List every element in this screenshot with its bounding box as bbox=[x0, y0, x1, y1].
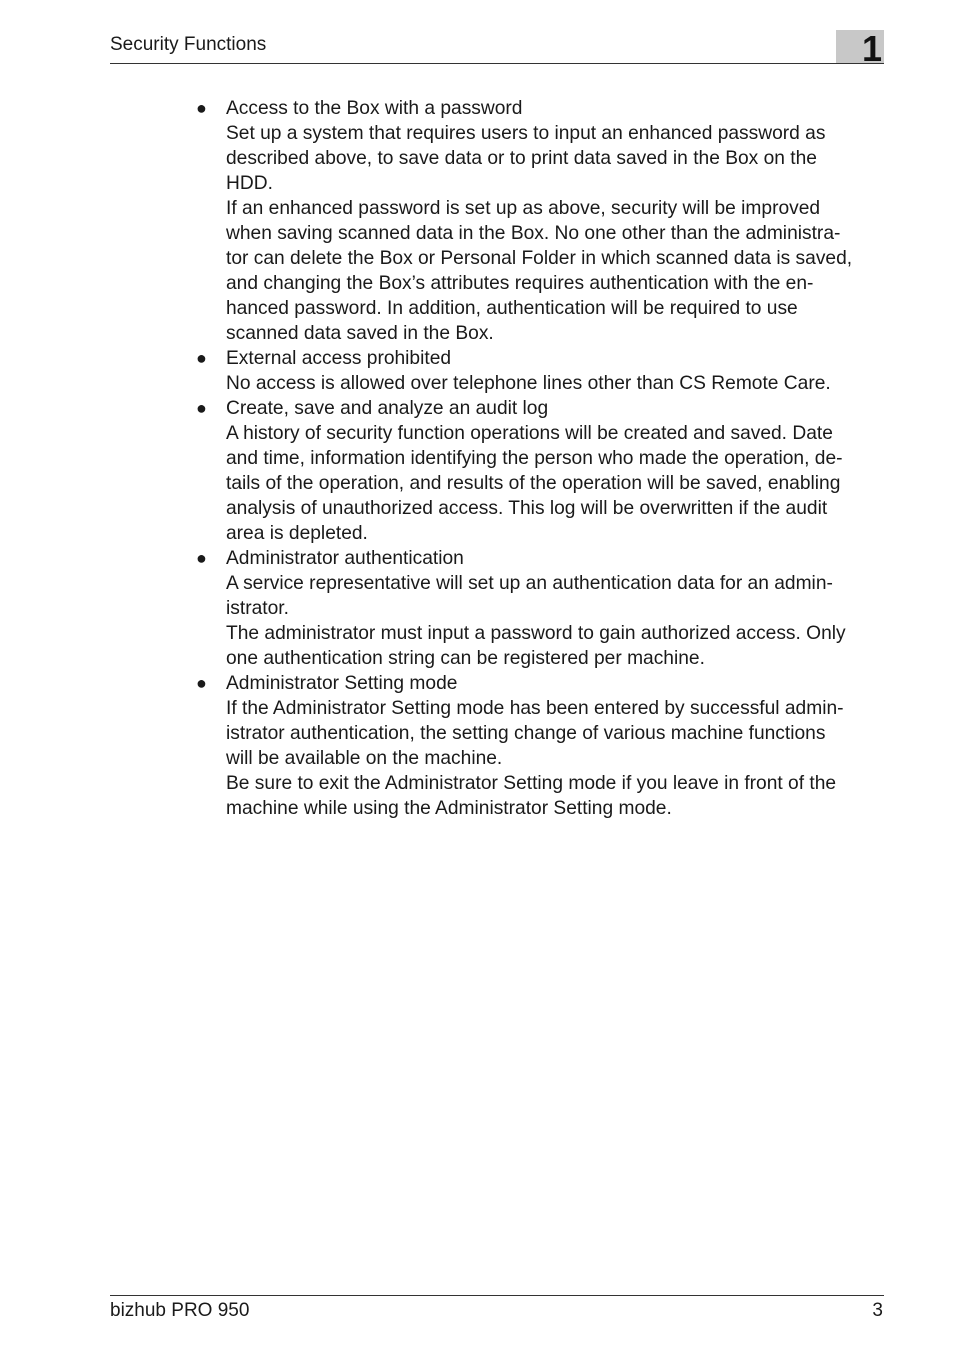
item-heading: Administrator Setting mode bbox=[226, 673, 458, 694]
bullet-icon: ● bbox=[196, 548, 207, 568]
item-text-line: and changing the Box’s attributes requires authentication with the en- bbox=[226, 273, 814, 294]
list-item bbox=[192, 96, 892, 346]
item-text-line: and time, information identifying the person who made the operation, de- bbox=[226, 448, 843, 469]
list-item bbox=[192, 671, 892, 821]
item-text-line: tor can delete the Box or Personal Folder in which scanned data is saved, bbox=[226, 248, 853, 269]
chapter-number: 1 bbox=[861, 28, 882, 69]
item-heading: Create, save and analyze an audit log bbox=[226, 398, 549, 419]
item-text-line: No access is allowed over telephone lines other than CS Remote Care. bbox=[226, 373, 831, 394]
item-text-line: described above, to save data or to print data saved in the Box on the bbox=[226, 148, 817, 169]
item-heading: External access prohibited bbox=[226, 348, 452, 369]
item-text-line: one authentication string can be registered per machine. bbox=[226, 648, 705, 669]
item-text-line: istrator authentication, the setting change of various machine functions bbox=[226, 723, 826, 744]
bullet-icon: ● bbox=[196, 348, 207, 368]
page-footer bbox=[110, 1295, 884, 1321]
item-text-line: hanced password. In addition, authentication will be required to use bbox=[226, 298, 798, 319]
page-number: 3 bbox=[872, 1300, 883, 1321]
item-text-line: If the Administrator Setting mode has been entered by successful admin- bbox=[226, 698, 844, 719]
item-text-line: istrator. bbox=[226, 598, 289, 619]
item-heading: Administrator authentication bbox=[226, 548, 464, 569]
bullet-icon: ● bbox=[196, 398, 207, 418]
item-text-line: analysis of unauthorized access. This log will be overwritten if the audit bbox=[226, 498, 828, 519]
bullet-icon: ● bbox=[196, 673, 207, 693]
item-text-line: HDD. bbox=[226, 173, 273, 194]
section-title: Security Functions bbox=[110, 34, 267, 55]
item-text-line: tails of the operation, and results of the operation will be saved, enabling bbox=[226, 473, 841, 494]
item-text-line: when saving scanned data in the Box. No one other than the administra- bbox=[226, 223, 841, 244]
item-text-line: Set up a system that requires users to input an enhanced password as bbox=[226, 123, 826, 144]
list-item bbox=[192, 546, 892, 671]
item-text-line: A service representative will set up an authentication data for an admin- bbox=[226, 573, 833, 594]
item-text-line: A history of security function operations will be created and saved. Date bbox=[226, 423, 833, 444]
list-item bbox=[192, 346, 892, 396]
item-text-line: The administrator must input a password to gain authorized access. Only bbox=[226, 623, 846, 644]
item-text-line: area is depleted. bbox=[226, 523, 368, 544]
bullet-icon: ● bbox=[196, 98, 207, 118]
item-text-line: Be sure to exit the Administrator Setting mode if you leave in front of the bbox=[226, 773, 837, 794]
product-name: bizhub PRO 950 bbox=[110, 1300, 250, 1321]
item-text-line: If an enhanced password is set up as above, security will be improved bbox=[226, 198, 821, 219]
bullet-list bbox=[192, 96, 892, 821]
item-text-line: will be available on the machine. bbox=[226, 748, 503, 769]
item-text-line: machine while using the Administrator Setting mode. bbox=[226, 798, 672, 819]
chapter-tab bbox=[836, 28, 884, 69]
page-header bbox=[110, 28, 884, 69]
list-item bbox=[192, 396, 892, 546]
item-text-line: scanned data saved in the Box. bbox=[226, 323, 494, 344]
item-heading: Access to the Box with a password bbox=[226, 98, 523, 119]
